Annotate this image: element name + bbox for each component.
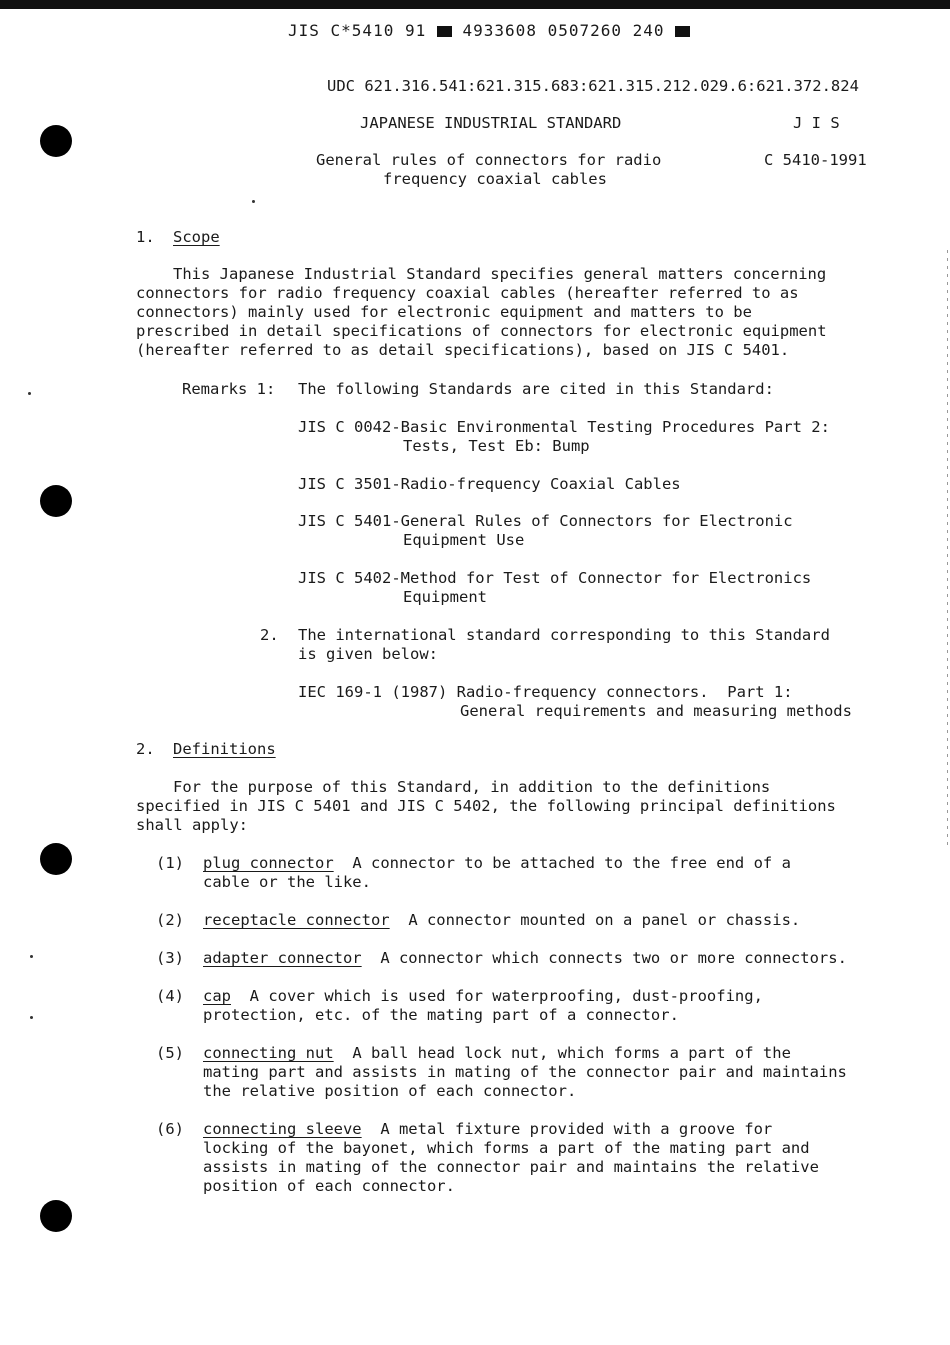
definition-number: (2) — [156, 911, 184, 929]
remark2-label: 2. — [260, 626, 279, 644]
scan-right-edge — [947, 250, 948, 850]
section-heading-definitions: Definitions — [173, 740, 276, 758]
cited-standard-cont: Equipment Use — [403, 531, 525, 549]
definitions-para-line: specified in JIS C 5401 and JIS C 5402, the following principal definitions — [136, 797, 836, 815]
barcode-block-icon — [437, 26, 452, 37]
doc-barcode: 4933608 0507260 240 — [462, 21, 665, 40]
doc-title-line2: frequency coaxial cables — [383, 170, 607, 188]
definition-number: (1) — [156, 854, 184, 872]
binder-hole — [40, 125, 72, 157]
definitions-para-line: For the purpose of this Standard, in addition to the definitions — [173, 778, 771, 796]
section-number: 2. — [136, 740, 155, 758]
definition-line — [203, 1120, 772, 1139]
binder-hole — [40, 1200, 72, 1232]
definition-text: protection, etc. of the mating part of a connector. — [203, 1006, 679, 1024]
definition-text: A metal fixture provided with a groove for — [380, 1120, 773, 1138]
definition-text: locking of the bayonet, which forms a part of the mating part and — [203, 1139, 810, 1157]
scope-para-line: prescribed in detail specifications of connectors for electronic equipment — [136, 322, 827, 340]
definition-text: A ball head lock nut, which forms a part of the — [352, 1044, 791, 1062]
section-heading-scope: Scope — [173, 228, 220, 246]
definition-text: assists in mating of the connector pair and maintains the relative — [203, 1158, 819, 1176]
definition-text: mating part and assists in mating of the connector pair and maintains — [203, 1063, 847, 1081]
scope-para-line: connectors) mainly used for electronic equipment and matters to be — [136, 303, 752, 321]
definition-text: A connector to be attached to the free end of a — [352, 854, 791, 872]
scan-top-edge — [0, 0, 950, 9]
definition-text: position of each connector. — [203, 1177, 455, 1195]
definition-text: A cover which is used for waterproofing, dust-proofing, — [249, 987, 763, 1005]
scope-para-line: This Japanese Industrial Standard specifies general matters concerning — [173, 265, 827, 283]
scan-speck — [30, 955, 33, 958]
definition-term: connecting nut — [203, 1044, 334, 1062]
definitions-para-line: shall apply: — [136, 816, 248, 834]
scope-para-line: connectors for radio frequency coaxial cables (hereafter referred to as — [136, 284, 799, 302]
doc-designation: C 5410-1991 — [764, 151, 867, 169]
definition-number: (6) — [156, 1120, 184, 1138]
header-code-line — [288, 21, 690, 40]
definition-number: (5) — [156, 1044, 184, 1062]
definition-term: plug connector — [203, 854, 334, 872]
scan-speck — [28, 392, 31, 395]
definition-term: adapter connector — [203, 949, 362, 967]
scan-speck — [252, 200, 255, 203]
cited-standard-cont: Tests, Test Eb: Bump — [403, 437, 590, 455]
remark2-line: is given below: — [298, 645, 438, 663]
cited-standard: JIS C 3501-Radio-frequency Coaxial Cables — [298, 475, 681, 493]
definition-number: (3) — [156, 949, 184, 967]
remark2-line: The international standard corresponding to this Standard — [298, 626, 830, 644]
iec-reference-cont: General requirements and measuring methods — [460, 702, 852, 720]
definition-text: A connector mounted on a panel or chassis. — [408, 911, 801, 929]
scope-para-line: (hereafter referred to as detail specifications), based on JIS C 5401. — [136, 341, 790, 359]
cited-standard: JIS C 0042-Basic Environmental Testing Procedures Part 2: — [298, 418, 830, 436]
definition-number: (4) — [156, 987, 184, 1005]
cited-standard: JIS C 5402-Method for Test of Connector for Electronics — [298, 569, 812, 587]
definition-text: A connector which connects two or more connectors. — [380, 949, 847, 967]
remarks-label: Remarks 1: — [182, 380, 276, 398]
section-number: 1. — [136, 228, 155, 246]
cited-standard: JIS C 5401-General Rules of Connectors for Electronic — [298, 512, 793, 530]
doc-title-line1: General rules of connectors for radio — [316, 151, 662, 169]
remarks-intro: The following Standards are cited in this Standard: — [298, 380, 774, 398]
cited-standard-cont: Equipment — [403, 588, 487, 606]
definition-text: cable or the like. — [203, 873, 371, 891]
definition-line — [203, 987, 763, 1006]
definition-line — [203, 854, 791, 873]
definition-line — [203, 1044, 791, 1063]
definition-term: connecting sleeve — [203, 1120, 362, 1138]
barcode-block-icon — [675, 26, 690, 37]
definition-line — [203, 911, 800, 930]
jis-mark: J I S — [793, 114, 840, 132]
udc-line: UDC 621.316.541:621.315.683:621.315.212.029.6:621.372.824 — [327, 77, 859, 95]
iec-reference: IEC 169-1 (1987) Radio-frequency connectors. Part 1: — [298, 683, 793, 701]
definition-term: receptacle connector — [203, 911, 390, 929]
definition-text: the relative position of each connector. — [203, 1082, 577, 1100]
binder-hole — [40, 843, 72, 875]
doc-code: JIS C*5410 91 — [288, 21, 427, 40]
definition-term: cap — [203, 987, 231, 1005]
standard-name: JAPANESE INDUSTRIAL STANDARD — [360, 114, 622, 132]
definition-line — [203, 949, 847, 968]
scan-speck — [30, 1016, 33, 1019]
binder-hole — [40, 485, 72, 517]
